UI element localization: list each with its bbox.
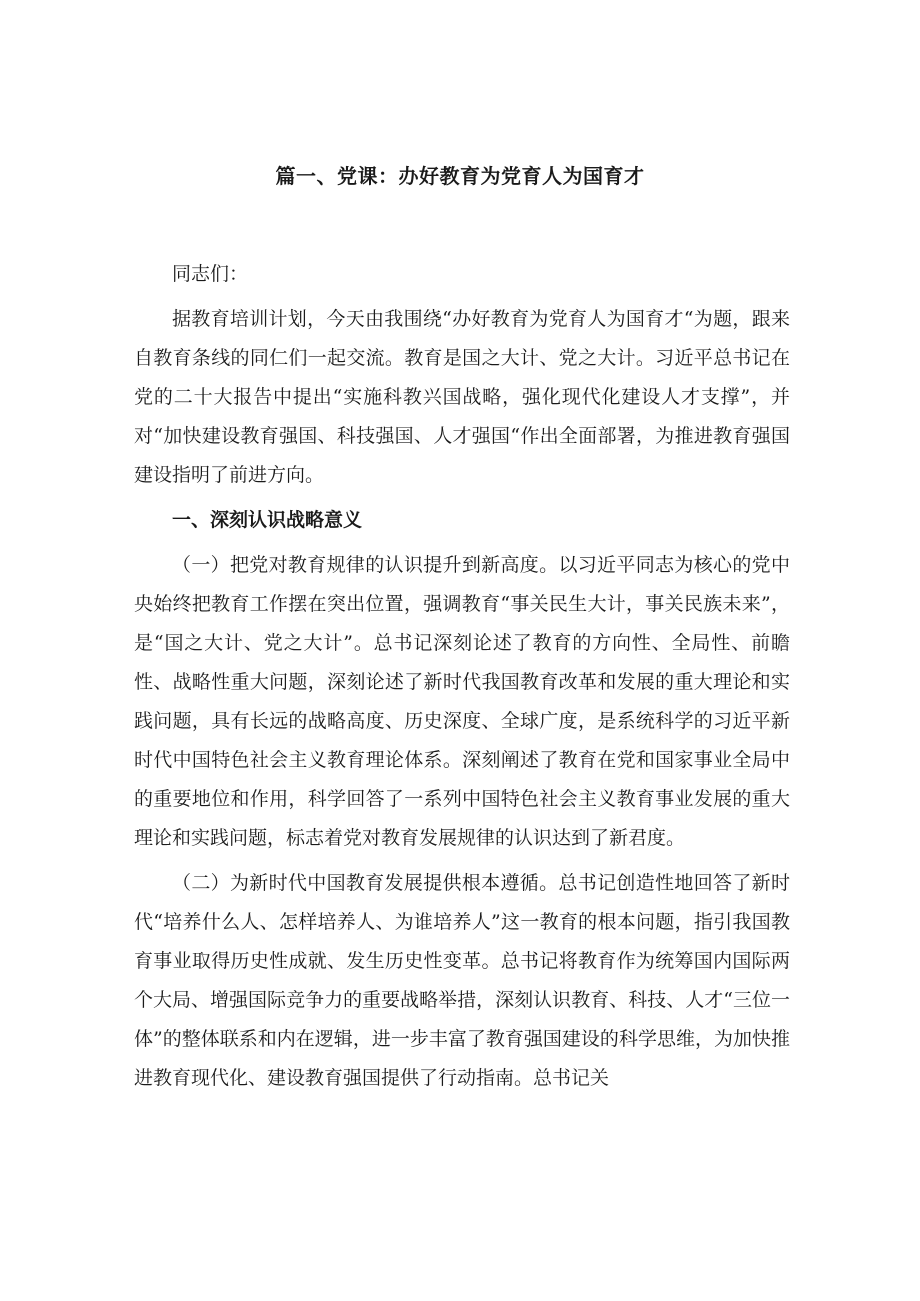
paragraph-2: （二）为新时代中国教育发展提供根本遵循。总书记创造性地回答了新时代“培养什么人、怎样培养人、为谁培养人”这一教育的根本问题，指引我国教育事业取得历史性成就、发生历史性变革。总书记将教育作为统筹国内国际两个大局、增强国际竞争力的重要战略举措，深刻认识教育、科技、人才“三位一体”的整体联系和内在逻辑，进一步丰富了教育强国建设的科学思维，为加快推进教育现代化、建设教育强国提供了行动指南。总书记关 xyxy=(134,872,790,1089)
section-heading: 一、深刻认识战略意义 xyxy=(172,509,363,531)
greeting: 同志们： xyxy=(172,263,249,285)
document-body xyxy=(134,255,790,1098)
intro-paragraph: 据教育培训计划，今天由我围绕“办好教育为党育人为国育才“为题，跟来自教育条线的同仁们一起交流。教育是国之大计、党之大计。习近平总书记在党的二十大报告中提出“实施科教兴国战略，强化现代化建设人才支撑”，并对“加快建设教育强国、科技强国、人才强国“作出全面部署，为推进教育强国建设指明了前进方向。 xyxy=(134,308,790,486)
paragraph-1: （一）把党对教育规律的认识提升到新高度。以习近平同志为核心的党中央始终把教育工作摆在突出位置，强调教育“事关民生大计，事关民族未来”，是“国之大计、党之大计”。总书记深刻论述了教育的方向性、全局性、前瞻性、战略性重大问题，深刻论述了新时代我国教育改革和发展的重大理论和实践问题，具有长远的战略高度、历史深度、全球广度，是系统科学的习近平新时代中国特色社会主义教育理论体系。深刻阐述了教育在党和国家事业全局中的重要地位和作用，科学回答了一系列中国特色社会主义教育事业发展的重大理论和实践问题，标志着党对教育发展规律的认识达到了新君度。 xyxy=(134,554,790,849)
document-title: 篇一、党课：办好教育为党育人为国育才 xyxy=(275,164,645,188)
